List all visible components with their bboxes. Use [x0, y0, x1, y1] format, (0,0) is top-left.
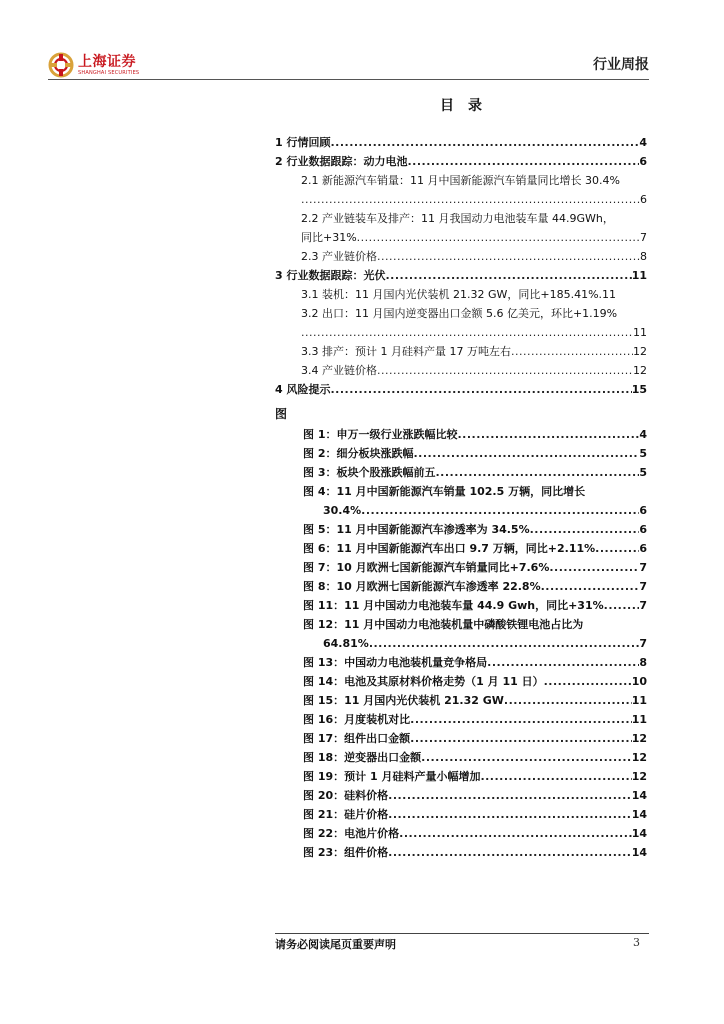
- toc-entry-3-2[interactable]: 3.2 出口：11 月国内逆变器出口金额 5.6 亿美元，环比+1.19%: [301, 307, 618, 320]
- figure-entry-cont: 30.4% ..... 6: [275, 499, 647, 518]
- logo-english-name: SHANGHAI SECURITIES: [78, 69, 140, 76]
- page-number: 3: [633, 936, 640, 949]
- toc-entry-2[interactable]: 2 行业数据跟踪：动力电池 ..... 6: [275, 150, 647, 169]
- figure-entry[interactable]: 图 4：11 月中国新能源汽车销量 102.5 万辆，同比增长: [303, 485, 586, 498]
- page-header: [48, 50, 649, 80]
- toc-entry-1[interactable]: 1 行情回顾 ..... 4: [275, 131, 647, 150]
- figure-entry[interactable]: 图 17：组件出口金额 ..... 12: [275, 727, 647, 746]
- figure-entry[interactable]: 图 13：中国动力电池装机量竞争格局 ..... 8: [275, 651, 647, 670]
- toc-entry-4[interactable]: 4 风险提示 ..... 15: [275, 378, 647, 397]
- figure-entry[interactable]: 图 20：硅料价格 ..... 14: [275, 784, 647, 803]
- footer-disclaimer: 请务必阅读尾页重要声明: [275, 938, 396, 951]
- figure-entry-cont: 64.81% ..... 7: [275, 632, 647, 651]
- toc-entry-2-1-dots: ..... 6: [275, 188, 647, 207]
- figure-entry[interactable]: 图 18：逆变器出口金额 ..... 12: [275, 746, 647, 765]
- figure-entry[interactable]: 图 11：11 月中国动力电池装车量 44.9 Gwh，同比+31% ..... 7: [275, 594, 647, 613]
- toc-title: 目录: [440, 98, 496, 114]
- toc-entry-3[interactable]: 3 行业数据跟踪：光伏 ..... 11: [275, 264, 647, 283]
- report-type-label: 行业周报: [593, 57, 649, 73]
- toc-entry-2-2-cont: 同比+31% ..... 7: [275, 226, 647, 245]
- table-of-contents: [275, 96, 647, 860]
- figure-entry[interactable]: 图 7：10 月欧洲七国新能源汽车销量同比+7.6% ..... 7: [275, 556, 647, 575]
- logo-chinese-name: 上海证券: [78, 53, 136, 70]
- toc-entry-3-3[interactable]: 3.3 排产：预计 1 月硅料产量 17 万吨左右 ..... 12: [275, 340, 647, 359]
- figure-entry[interactable]: 图 14：电池及其原材料价格走势（1 月 11 日） ..... 10: [275, 670, 647, 689]
- figure-entry[interactable]: 图 23：组件价格 ..... 14: [275, 841, 647, 860]
- toc-entry-2-1[interactable]: 2.1 新能源汽车销量：11 月中国新能源汽车销量同比增长 30.4%: [301, 174, 620, 187]
- figure-list: [275, 423, 647, 860]
- figure-entry[interactable]: 图 19：预计 1 月硅料产量小幅增加 ..... 12: [275, 765, 647, 784]
- figure-entry[interactable]: 图 5：11 月中国新能源汽车渗透率为 34.5% ..... 6: [275, 518, 647, 537]
- figure-entry[interactable]: 图 21：硅片价格 ..... 14: [275, 803, 647, 822]
- logo-icon: [48, 52, 74, 78]
- company-logo: [48, 52, 139, 78]
- figures-heading: 图: [275, 407, 288, 421]
- toc-entry-3-1[interactable]: 3.1 装机：11 月国内光伏装机 21.32 GW，同比+185.41%. 11: [301, 288, 617, 301]
- header-divider: [48, 79, 649, 80]
- figure-entry[interactable]: 图 6：11 月中国新能源汽车出口 9.7 万辆，同比+2.11% ..... 6: [275, 537, 647, 556]
- figure-entry[interactable]: 图 12：11 月中国动力电池装机量中磷酸铁锂电池占比为: [303, 618, 584, 631]
- figure-entry[interactable]: 图 3：板块个股涨跌幅前五 ..... 5: [275, 461, 647, 480]
- figure-entry[interactable]: 图 22：电池片价格 ..... 14: [275, 822, 647, 841]
- toc-entry-2-3[interactable]: 2.3 产业链价格 ..... 8: [275, 245, 647, 264]
- toc-entry-3-2-dots: ..... 11: [275, 321, 647, 340]
- figure-entry[interactable]: 图 2：细分板块涨跌幅 ..... 5: [275, 442, 647, 461]
- footer-divider: [275, 933, 649, 934]
- toc-entry-3-4[interactable]: 3.4 产业链价格 ..... 12: [275, 359, 647, 378]
- figure-entry[interactable]: 图 15：11 月国内光伏装机 21.32 GW ..... 11: [275, 689, 647, 708]
- figure-entry[interactable]: 图 1：申万一级行业涨跌幅比较 ..... 4: [275, 423, 647, 442]
- figure-entry[interactable]: 图 8：10 月欧洲七国新能源汽车渗透率 22.8% ..... 7: [275, 575, 647, 594]
- figure-entry[interactable]: 图 16：月度装机对比 ..... 11: [275, 708, 647, 727]
- toc-entry-2-2[interactable]: 2.2 产业链装车及排产：11 月我国动力电池装车量 44.9GWh，: [301, 212, 614, 225]
